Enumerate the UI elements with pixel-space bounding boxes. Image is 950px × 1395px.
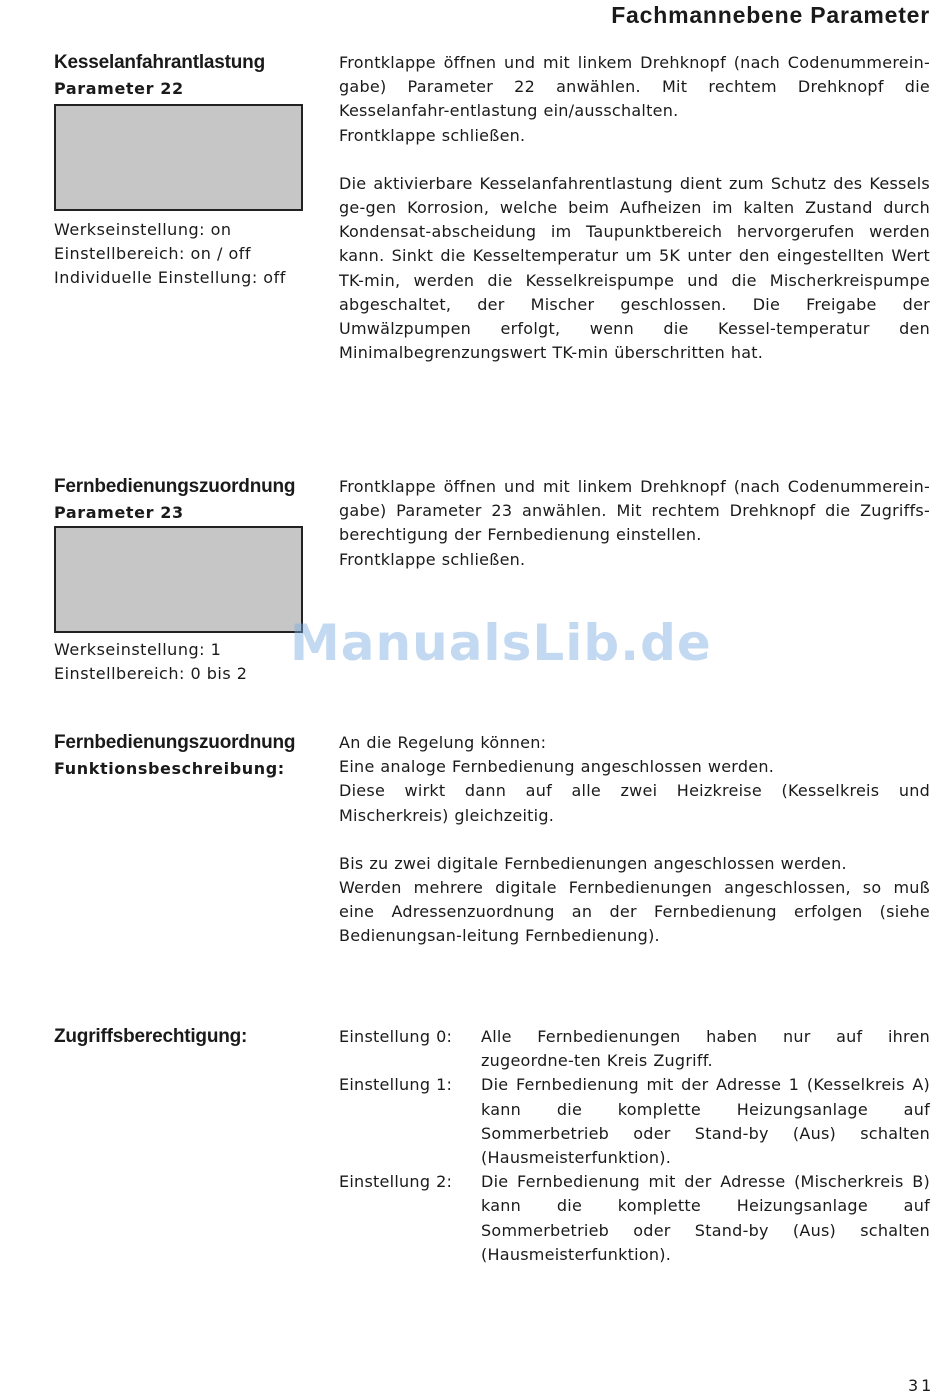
section-title-fernbedienungszuordnung: Fernbedienungszuordnung <box>54 732 296 753</box>
watermark: ManualsLib.de <box>290 614 712 672</box>
factory-setting: Werkseinstellung: on <box>54 220 232 239</box>
section-title-fernbedienungszuordnung: Fernbedienungszuordnung <box>54 476 296 497</box>
option-label: Einstellung 1: <box>339 1075 453 1095</box>
parameter-23-description <box>339 475 930 572</box>
option-text: Die Fernbedienung mit der Adresse (Mischerkreis B) kann die komplette Heizungsanlage auf Sommerbetrieb oder Stand-by (Aus) schalten (Hausmeisterfunktion). <box>481 1172 930 1264</box>
paragraph: Werden mehrere digitale Fernbedienungen angeschlossen, so muß eine Adressenzuordnung an der Fernbedienung erfolgen (siehe Bedienungsan-leitung Fernbedienung). <box>339 878 930 946</box>
section-title-kesselanfahrantlastung: Kesselanfahrantlastung <box>54 52 265 73</box>
individual-setting: Individuelle Einstellung: off <box>54 268 286 287</box>
option-text: Alle Fernbedienungen haben nur auf ihren zugeordne-ten Kreis Zugriff. <box>481 1027 930 1071</box>
setting-range: Einstellbereich: 0 bis 2 <box>54 664 248 683</box>
setting-range: Einstellbereich: on / off <box>54 244 252 263</box>
paragraph: Die aktivierbare Kesselanfahrentlastung dient zum Schutz des Kessels ge-gen Korrosion, welche beim Aufheizen im kalten Zustand durch Kondensat-abscheidung im Taupunktbereich hervorgerufen werden kann. Sinkt die Kesseltemperatur um 5K unter den eingestellten Wert TK-min, werden die Kesselkreispumpe und die Mischerkreispumpe abgeschaltet, der Mischer geschlossen. Die Freigabe der Umwälzpumpen erfolgt, wenn die Kessel-temperatur den Minimalbegrenzungswert TK-min überschritten hat. <box>339 173 930 363</box>
page-number: 31 <box>908 1376 935 1395</box>
parameter-22-description <box>339 51 930 365</box>
paragraph: Frontklappe schließen. <box>339 549 526 569</box>
parameter-23-label: Parameter 23 <box>54 503 184 522</box>
function-description-label: Funktionsbeschreibung: <box>54 759 285 778</box>
paragraph: Frontklappe öffnen und mit linkem Drehknopf (nach Codenummerein-gabe) Parameter 22 anwählen. Mit rechtem Drehknopf die Kesselanfahr-entlastung ein/ausschalten. <box>339 53 930 121</box>
option-label: Einstellung 0: <box>339 1027 453 1046</box>
option-text: Die Fernbedienung mit der Adresse 1 (Kesselkreis A) kann die komplette Heizungsanlage auf Sommerbetrieb oder Stand-by (Aus) schalten (Hausmeisterfunktion). <box>481 1075 930 1168</box>
factory-setting: Werkseinstellung: 1 <box>54 640 222 659</box>
page-title: Fachmannebene Parameter <box>611 2 930 28</box>
section-title-zugriffsberechtigung: Zugriffsberechtigung: <box>54 1026 248 1047</box>
option-label: Einstellung 2: <box>339 1172 453 1192</box>
function-description <box>339 731 930 949</box>
display-image-placeholder <box>54 526 303 633</box>
access-options-list <box>339 1025 930 1267</box>
paragraph: Frontklappe schließen. <box>339 125 526 145</box>
paragraph: Bis zu zwei digitale Fernbedienungen angeschlossen werden. <box>339 853 847 873</box>
paragraph: Frontklappe öffnen und mit linkem Drehknopf (nach Codenummerein-gabe) Parameter 23 anwählen. Mit rechtem Drehknopf die Zugriffs-berechtigung der Fernbedienung einstellen. <box>339 477 930 545</box>
paragraph: Diese wirkt dann auf alle zwei Heizkreise (Kesselkreis und Mischerkreis) gleichzeitig. <box>339 781 930 825</box>
display-image-placeholder <box>54 104 303 211</box>
parameter-22-settings <box>54 218 286 290</box>
parameter-23-settings <box>54 638 247 686</box>
paragraph: Eine analoge Fernbedienung angeschlossen werden. <box>339 757 775 777</box>
paragraph: An die Regelung können: <box>339 733 547 752</box>
list-item <box>339 1025 930 1073</box>
list-item <box>339 1073 930 1170</box>
parameter-22-label: Parameter 22 <box>54 79 184 98</box>
list-item <box>339 1170 930 1267</box>
